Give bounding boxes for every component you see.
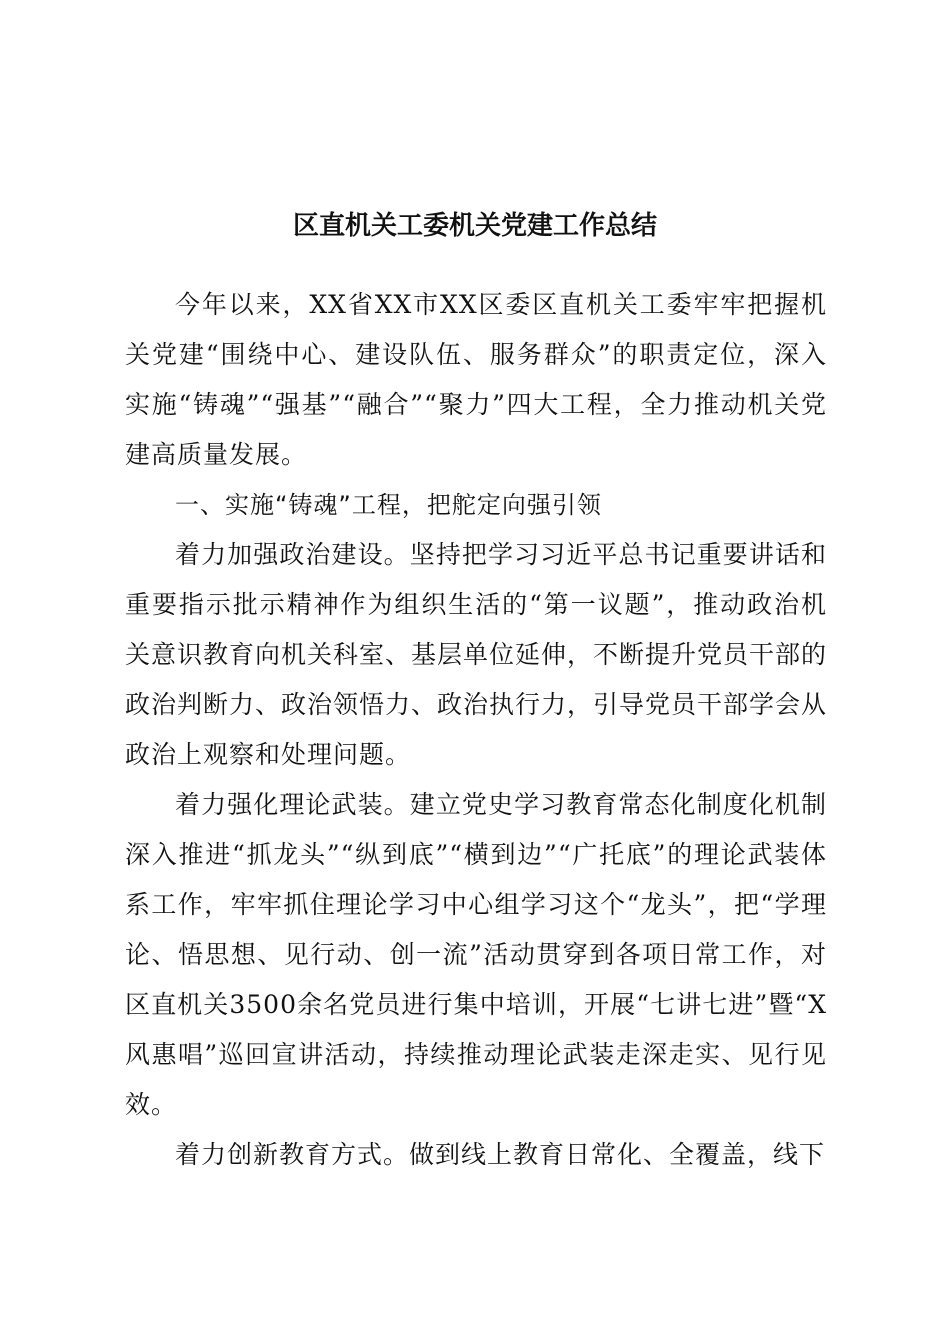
paragraph-political-building: 着力加强政治建设。坚持把学习习近平总书记重要讲话和重要指示批示精神作为组织生活的“第一议题”，推动政治机关意识教育向机关科室、基层单位延伸，不断提升党员干部的政治判断力、政治领悟力、政治执行力，引导党员干部学会从政治上观察和处理问题。 (125, 540, 828, 769)
section-heading-1: 一、实施“铸魂”工程，把舵定向强引领 (175, 491, 602, 519)
paragraph-theory-armament: 着力强化理论武装。建立党史学习教育常态化制度化机制深入推进“抓龙头”“纵到底”“横到边”“广托底”的理论武装体系工作，牢牢抓住理论学习中心组学习这个“龙头”，把“学理论、悟思想、见行动、创一流”活动贯穿到各项日常工作，对区直机关3500余名党员进行集中培训，开展“七讲七进”暨“X风惠唱”巡回宣讲活动，持续推动理论武装走深走实、见行见效。 (125, 790, 827, 1119)
document-title: 区直机关工委机关党建工作总结 (292, 211, 657, 241)
paragraph-education-methods: 着力创新教育方式。做到线上教育日常化、全覆盖，线下 (175, 1140, 826, 1169)
document-body (125, 280, 827, 1180)
intro-paragraph: 今年以来，XX省XX市XX区委区直机关工委牢牢把握机关党建“围绕中心、建设队伍、服务群众”的职责定位，深入实施“铸魂”“强基”“融合”“聚力”四大工程，全力推动机关党建高质量发展。 (125, 290, 827, 469)
